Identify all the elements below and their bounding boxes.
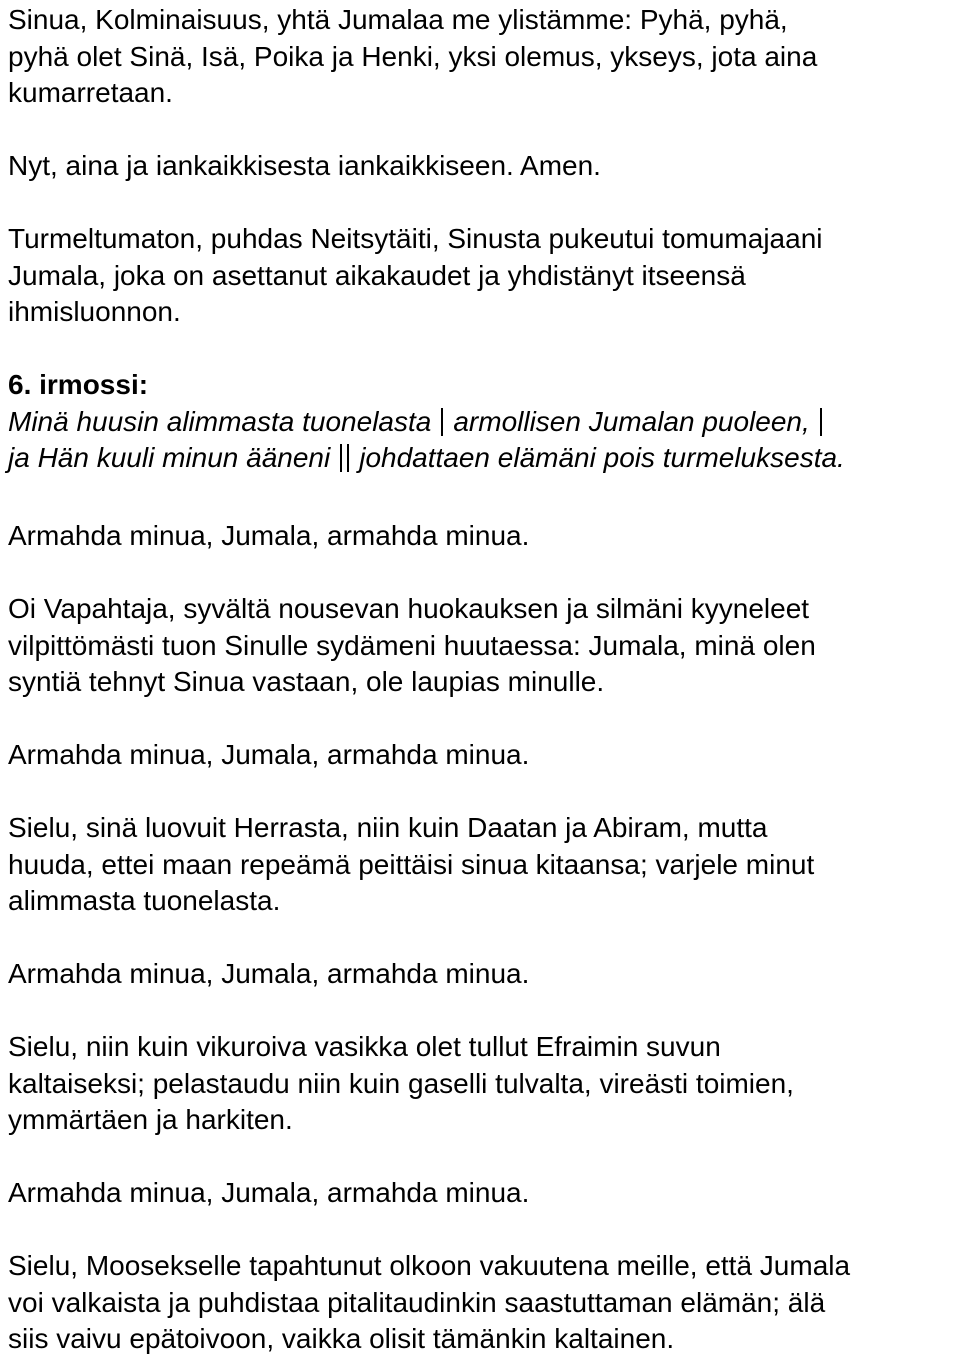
text-line: Sielu, niin kuin vikuroiva vasikka olet tullut Efraimin suvun	[8, 1031, 721, 1062]
text-line: Armahda minua, Jumala, armahda minua.	[8, 1177, 530, 1208]
irmos-line-1	[8, 404, 958, 441]
text-line: Armahda minua, Jumala, armahda minua.	[8, 958, 530, 989]
refrain	[8, 518, 958, 555]
irmos-line-1-part-2: armollisen Jumalan puoleen,	[453, 405, 810, 437]
chant-divider-double	[340, 444, 349, 482]
text-line: kaltaiseksi; pelastaudu niin kuin gaselli tulvalta, vireästi toimien,	[8, 1067, 794, 1099]
text-line: Sielu, Moosekselle tapahtunut olkoon vakuutena meille, että Jumala	[8, 1250, 851, 1281]
irmos-heading: 6. irmossi:	[8, 369, 149, 400]
irmos-line-2-part-2: johdattaen elämäni pois turmeluksesta.	[359, 442, 845, 473]
irmos-line-2-part-1: ja Hän kuuli minun ääneni	[8, 442, 331, 473]
text-line: Sielu, sinä luovuit Herrasta, niin kuin Daatan ja Abiram, mutta	[8, 812, 768, 843]
paragraph-troparion-2	[8, 810, 958, 920]
text-line: Oi Vapahtaja, syvältä nousevan huokauksen ja silmäni kyyneleet	[8, 593, 810, 624]
refrain	[8, 737, 958, 774]
paragraph-troparion-1	[8, 591, 958, 701]
paragraph-troparion-4	[8, 1248, 958, 1358]
text-line: alimmasta tuonelasta.	[8, 885, 281, 916]
text-line: Armahda minua, Jumala, armahda minua.	[8, 739, 530, 770]
text-line: Jumala, joka on asettanut aikakaudet ja yhdistänyt itseensä	[8, 259, 746, 291]
text-line: Armahda minua, Jumala, armahda minua.	[8, 520, 530, 551]
chant-divider-single	[820, 408, 822, 436]
chant-divider-single	[441, 408, 443, 436]
text-line: Turmeltumaton, puhdas Neitsytäiti, Sinusta pukeutui tomumajaani	[8, 223, 823, 254]
text-line: pyhä olet Sinä, Isä, Poika ja Henki, yksi olemus, ykseys, jota aina	[8, 40, 818, 72]
text-line: Sinua, Kolminaisuus, yhtä Jumalaa me ylistämme: Pyhä, pyhä,	[8, 4, 788, 35]
text-line: Nyt, aina ja iankaikkisesta iankaikkiseen. Amen.	[8, 150, 601, 181]
irmos-block	[8, 367, 958, 482]
paragraph-trinity	[8, 2, 958, 112]
text-line: siis vaivu epätoivoon, vaikka olisit tämänkin kaltainen.	[8, 1323, 675, 1354]
irmos-line-1-part-1: Minä huusin alimmasta tuonelasta	[8, 405, 432, 437]
text-line: ihmisluonnon.	[8, 296, 181, 327]
irmos-line-2	[8, 440, 958, 482]
paragraph-troparion-3	[8, 1029, 958, 1139]
paragraph-doxology	[8, 148, 958, 185]
paragraph-theotokion	[8, 221, 958, 331]
text-line: vilpittömästi tuon Sinulle sydämeni huutaessa: Jumala, minä olen	[8, 629, 816, 661]
document-page	[8, 0, 958, 1358]
text-line: ymmärtäen ja harkiten.	[8, 1104, 293, 1135]
text-line: huuda, ettei maan repeämä peittäisi sinua kitaansa; varjele minut	[8, 848, 815, 880]
text-line: kumarretaan.	[8, 77, 173, 108]
text-line: syntiä tehnyt Sinua vastaan, ole laupias minulle.	[8, 666, 605, 697]
refrain	[8, 956, 958, 993]
refrain	[8, 1175, 958, 1212]
text-line: voi valkaista ja puhdistaa pitalitaudinkin saastuttaman elämän; älä	[8, 1286, 826, 1318]
